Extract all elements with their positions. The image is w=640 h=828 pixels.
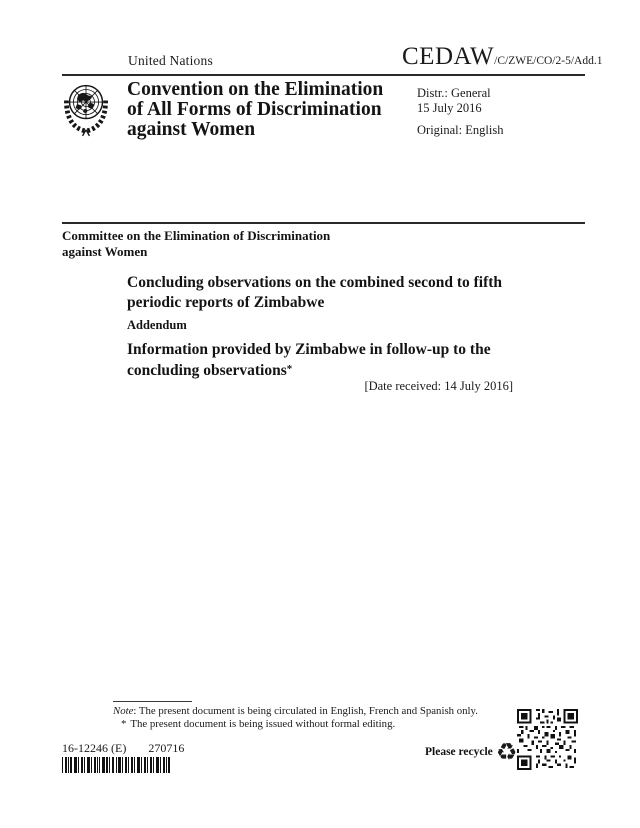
- report-title-line: periodic reports of Zimbabwe: [127, 293, 325, 311]
- followup-title: [127, 340, 547, 380]
- note-text: : The present document is being circulated in English, French and Spanish only.: [133, 705, 478, 717]
- un-emblem-icon: [60, 80, 112, 138]
- footnote-text: The present document is being issued without formal editing.: [130, 718, 396, 730]
- recycle-icon: ♻: [495, 738, 518, 766]
- footnote-separator: [113, 701, 192, 702]
- footnote-marker: *: [121, 718, 127, 730]
- editing-footnote: [121, 718, 395, 730]
- distribution-date: 15 July 2016: [417, 101, 482, 115]
- report-title: [127, 273, 547, 312]
- qr-code-image: [517, 709, 578, 770]
- circulation-note: [113, 705, 478, 717]
- document-title-line: against Women: [127, 119, 256, 140]
- document-title-line: Convention on the Elimination: [127, 79, 384, 100]
- followup-title-line: concluding observations*: [127, 361, 293, 379]
- date-code: 270716: [148, 741, 185, 755]
- doc-symbol-main: CEDAW: [402, 43, 495, 70]
- committee-heading: [62, 228, 330, 259]
- committee-heading-line: Committee on the Elimination of Discrimination: [62, 228, 331, 243]
- barcode-image: [62, 757, 170, 773]
- org-name: United Nations: [128, 53, 213, 68]
- footnote-reference-marker: *: [286, 362, 293, 375]
- doc-symbol: [402, 43, 602, 71]
- date-received: [Date received: 14 July 2016]: [364, 379, 513, 393]
- document-title: [127, 80, 417, 140]
- distribution-block: [417, 86, 491, 116]
- note-label: Note: [113, 705, 134, 717]
- recycle-block: [425, 740, 517, 764]
- doc-symbol-suffix: /C/ZWE/CO/2-5/Add.1: [494, 55, 603, 67]
- followup-title-line: Information provided by Zimbabwe in follow-up to the: [127, 341, 491, 358]
- report-title-line: Concluding observations on the combined second to fifth: [127, 274, 503, 291]
- committee-heading-line: against Women: [62, 243, 148, 259]
- job-number-line: [62, 741, 184, 756]
- header-rule: [62, 74, 585, 76]
- job-number: 16-12246 (E): [62, 741, 127, 755]
- original-language: Original: English: [417, 123, 504, 137]
- document-title-line: of All Forms of Discrimination: [127, 99, 382, 120]
- recycle-label: Please recycle: [425, 746, 493, 758]
- distribution-line: Distr.: General: [417, 86, 491, 100]
- addendum-label: Addendum: [127, 318, 187, 332]
- section-rule: [62, 222, 585, 224]
